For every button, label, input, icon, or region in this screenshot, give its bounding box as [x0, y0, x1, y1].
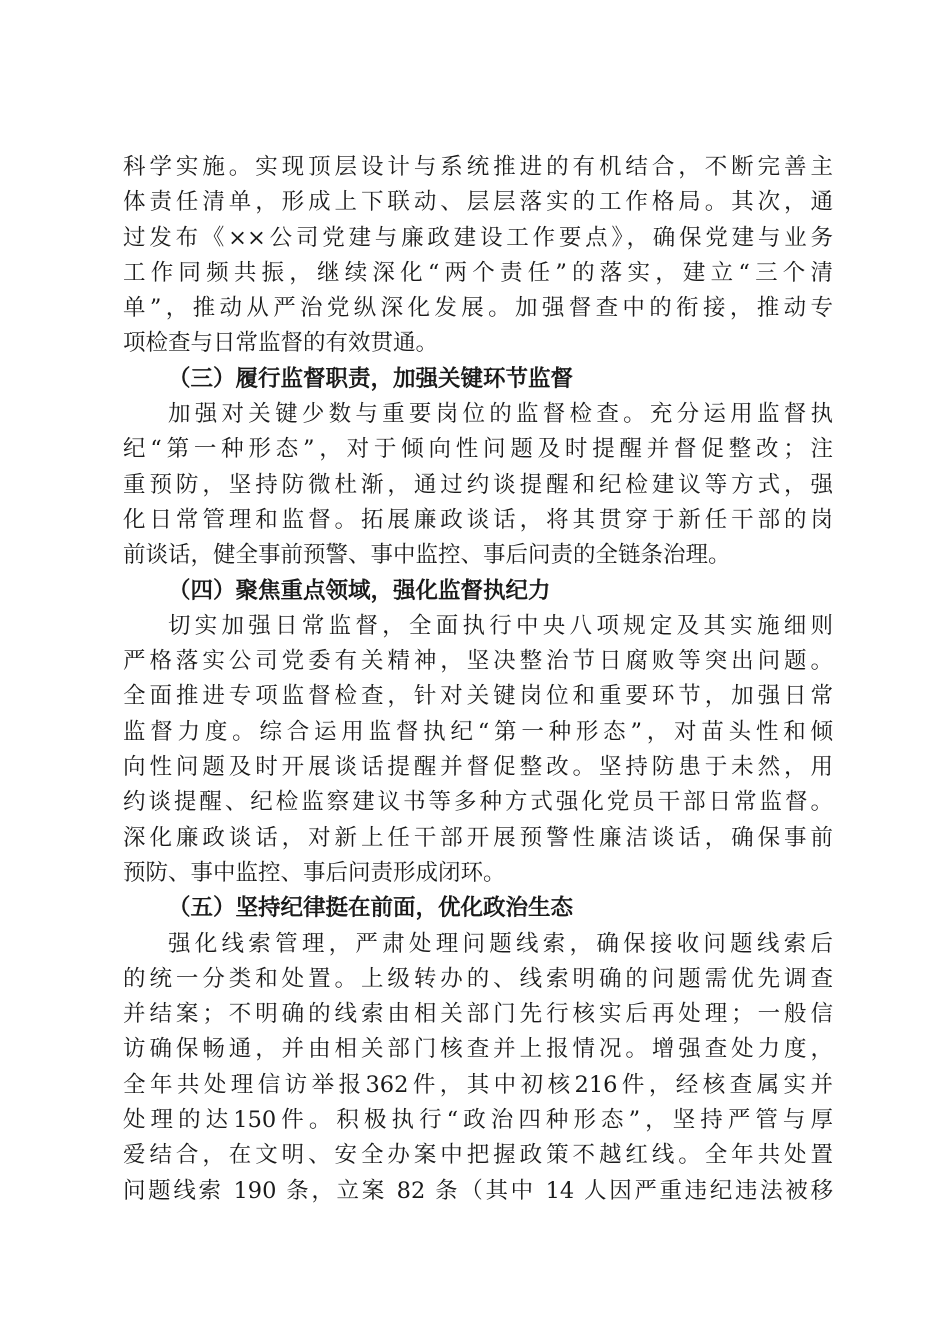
text-line: 的统一分类和处置。上级转办的、线索明确的问题需优先调查 — [123, 965, 833, 992]
document-body — [123, 150, 833, 1209]
section-heading-4: （四）聚焦重点领域，强化监督执纪力 — [168, 577, 551, 604]
text-line: 化日常管理和监督。拓展廉政谈话，将其贯穿于新任干部的岗 — [123, 506, 833, 533]
text-line: 访确保畅通，并由相关部门核查并上报情况。增强查处力度， — [123, 1036, 833, 1063]
text-line: 爱结合，在文明、安全办案中把握政策不越红线。全年共处置 — [123, 1142, 833, 1169]
text-line: 重预防，坚持防微杜渐，通过约谈提醒和纪检建议等方式，强 — [123, 471, 833, 498]
text-line: 科学实施。实现顶层设计与系统推进的有机结合，不断完善主 — [123, 154, 833, 180]
section-heading-3: （三）履行监督职责，加强关键环节监督 — [168, 365, 574, 392]
text-line: 过发布《××公司党建与廉政建设工作要点》，确保党建与业务 — [123, 224, 833, 251]
text-line: 监督力度。综合运用监督执纪“第一种形态”，对苗头性和倾 — [123, 718, 833, 745]
text-line: 项检查与日常监督的有效贯通。 — [123, 330, 439, 357]
paragraph-3 — [123, 609, 833, 891]
text-line: 体责任清单，形成上下联动、层层落实的工作格局。其次，通 — [123, 189, 833, 216]
text-line: 向性问题及时开展谈话提醒并督促整改。坚持防患于未然，用 — [123, 754, 833, 781]
text-line: 纪“第一种形态”，对于倾向性问题及时提醒并督促整改；注 — [123, 436, 833, 463]
text-line: 工作同频共振，继续深化“两个责任”的落实，建立“三个清 — [123, 259, 833, 286]
paragraph-1 — [123, 150, 833, 362]
text-line: 加强对关键少数与重要岗位的监督检查。充分运用监督执 — [168, 401, 833, 428]
text-line: 深化廉政谈话，对新上任干部开展预警性廉洁谈话，确保事前 — [123, 824, 833, 851]
text-line: 强化线索管理，严肃处理问题线索，确保接收问题线索后 — [168, 930, 833, 957]
text-line: 切实加强日常监督，全面执行中央八项规定及其实施细则 — [168, 612, 833, 639]
text-line: 前谈话，健全事前预警、事中监控、事后问责的全链条治理。 — [123, 542, 731, 569]
paragraph-4 — [123, 927, 833, 1209]
text-line: 处理的达150件。积极执行“政治四种形态”，坚持严管与厚 — [123, 1107, 833, 1134]
section-heading-5: （五）坚持纪律挺在前面，优化政治生态 — [168, 895, 574, 922]
text-line: 问题线索 190 条，立案 82 条（其中 14 人因严重违纪违法被移 — [123, 1177, 833, 1204]
text-line: 单”，推动从严治党纵深化发展。加强督查中的衔接，推动专 — [123, 295, 833, 322]
text-line: 预防、事中监控、事后问责形成闭环。 — [123, 859, 506, 886]
text-line: 严格落实公司党委有关精神，坚决整治节日腐败等突出问题。 — [123, 648, 833, 675]
paragraph-2 — [123, 397, 833, 573]
text-line: 约谈提醒、纪检监察建议书等多种方式强化党员干部日常监督。 — [123, 789, 833, 816]
text-line: 全面推进专项监督检查，针对关键岗位和重要环节，加强日常 — [123, 683, 833, 710]
text-line: 全年共处理信访举报362件，其中初核216件，经核查属实并 — [123, 1071, 833, 1098]
text-line: 并结案；不明确的线索由相关部门先行核实后再处理；一般信 — [123, 1001, 833, 1028]
